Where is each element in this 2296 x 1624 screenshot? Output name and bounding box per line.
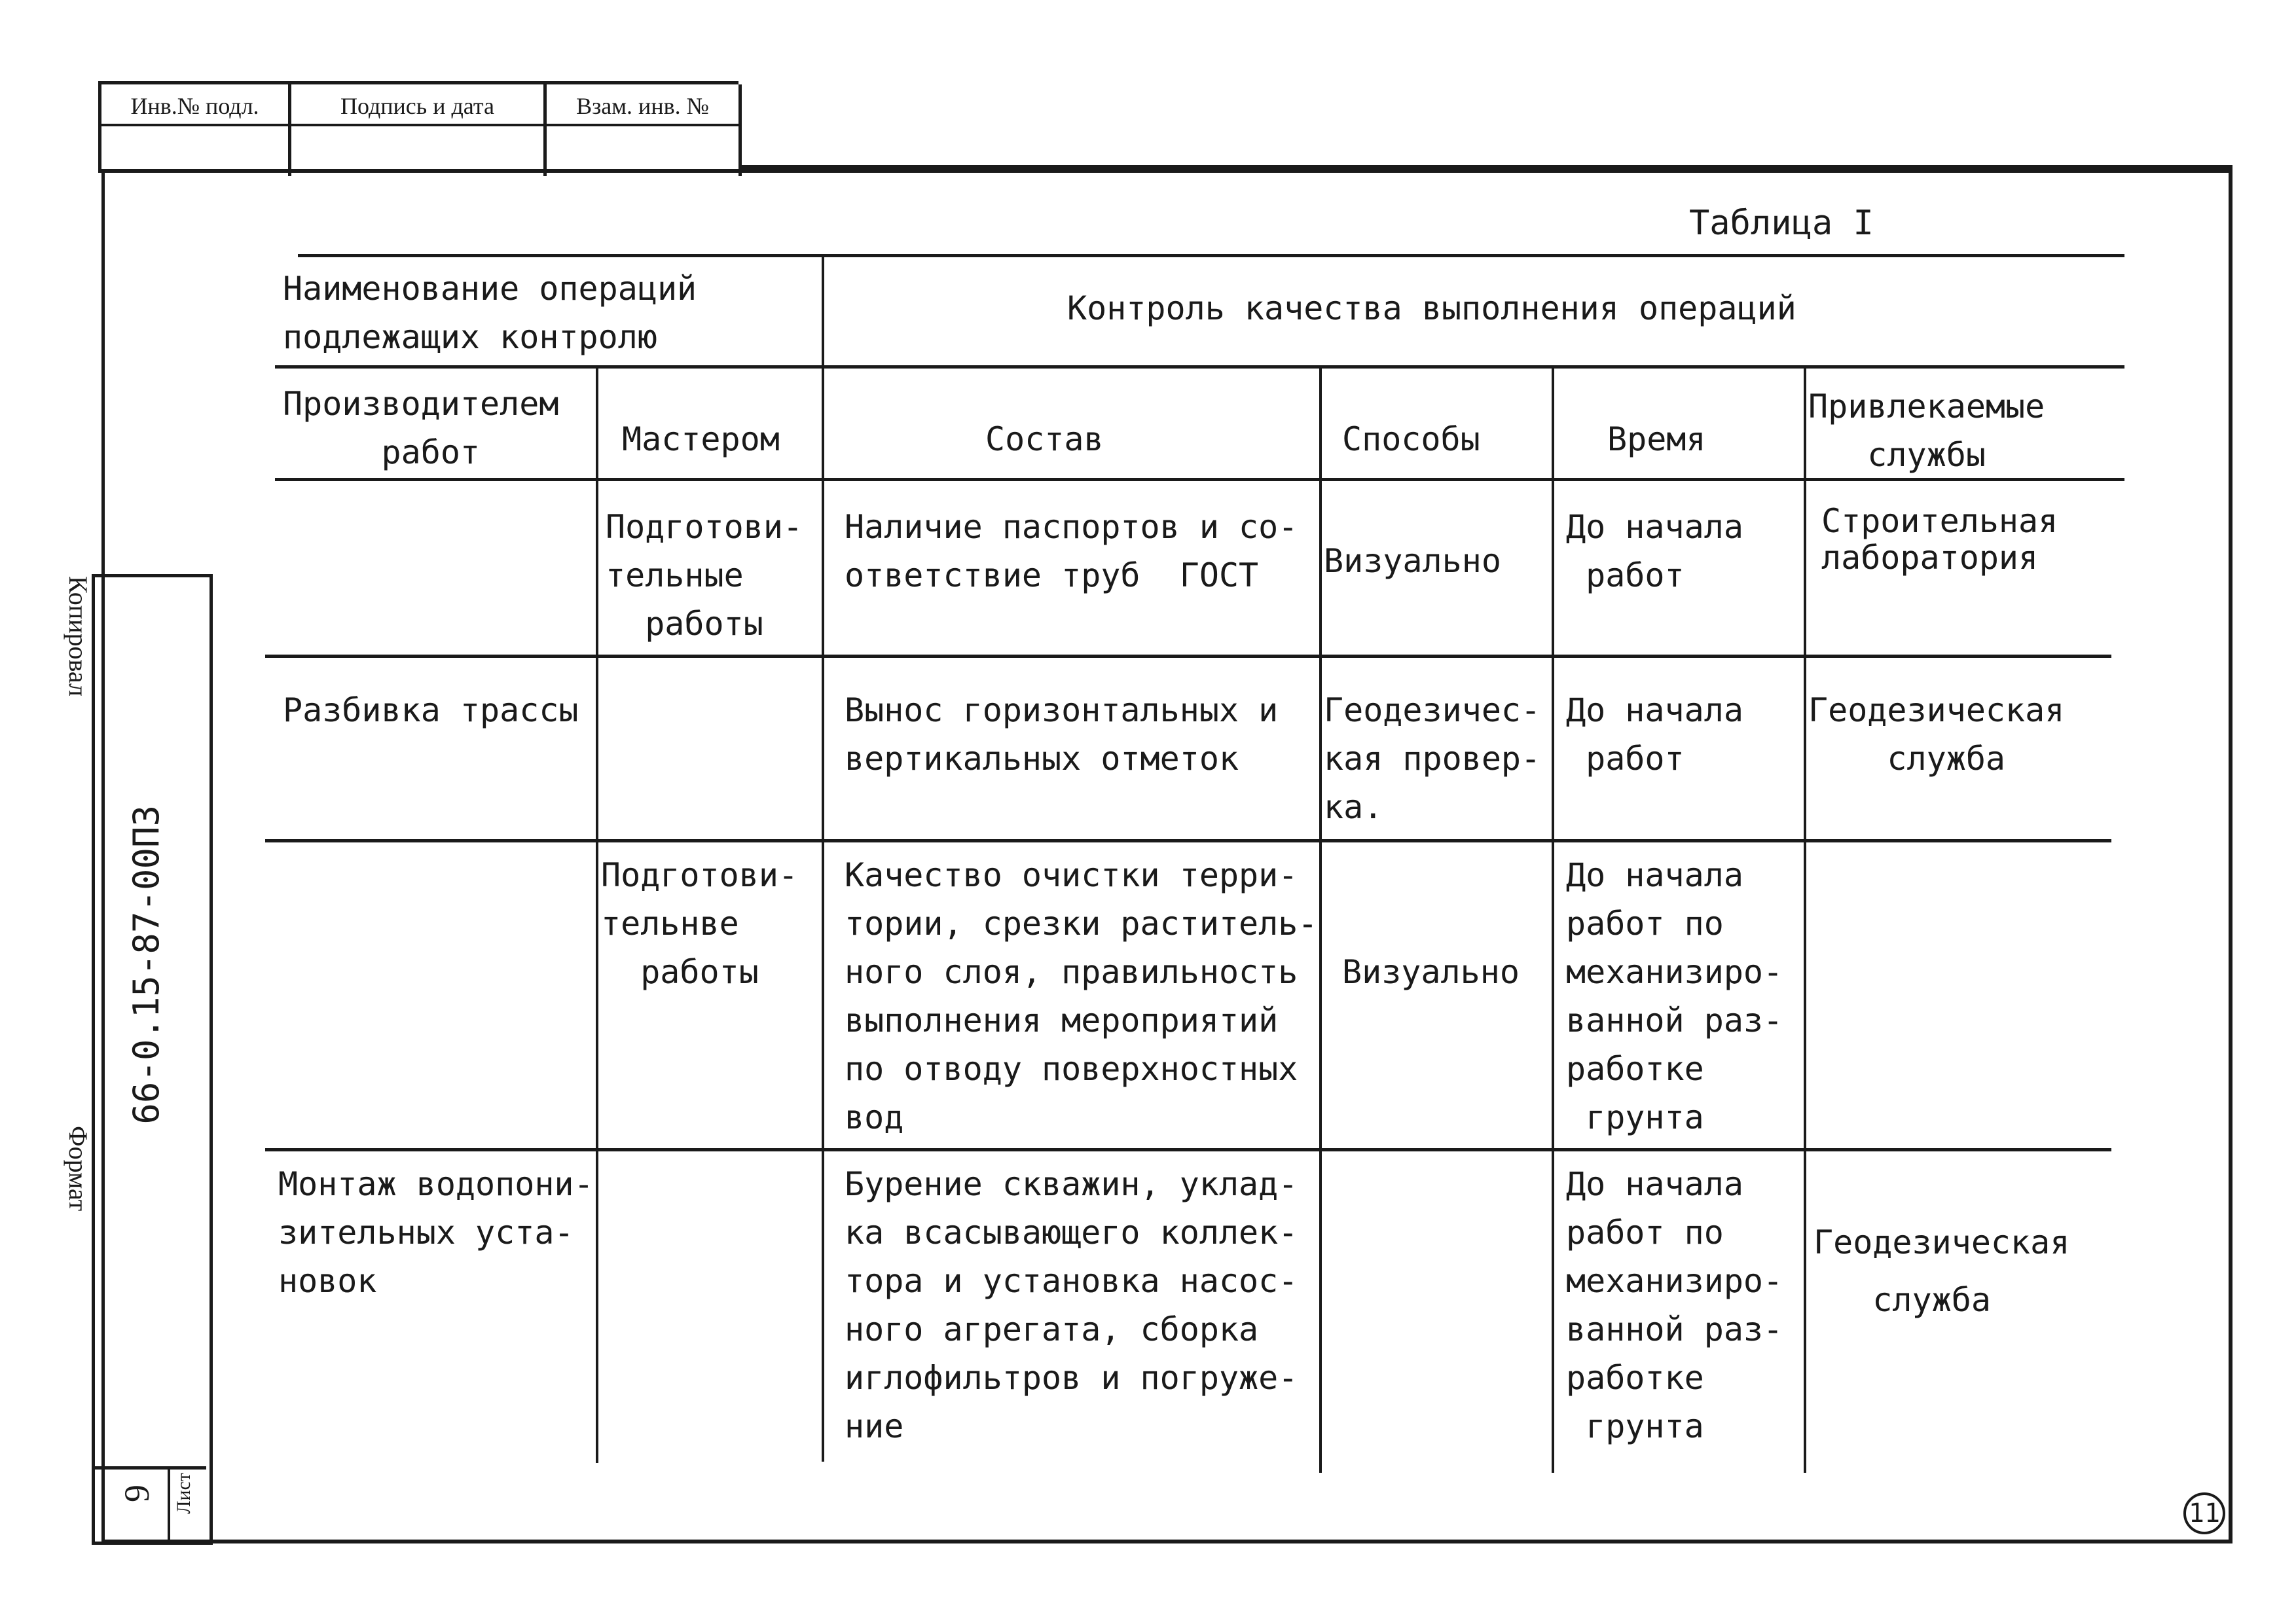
- row4-content: Бурение скважин, уклад- ка всасывающего коллек- тора и установка насос- ного агрегата, сборка иглофильтров и погруже- ние: [845, 1165, 1298, 1445]
- approval-stamp: [98, 81, 738, 173]
- row2-producer: Разбивка трассы: [283, 691, 579, 729]
- frame-top-border: [738, 165, 2232, 171]
- col-divider-master: [596, 367, 598, 1463]
- row1-content: Наличие паспортов и со- ответствие труб ГОСТ: [845, 508, 1298, 594]
- row2-time: До начала работ: [1566, 691, 1743, 778]
- row4-services: Геодезическая служба: [1813, 1223, 2070, 1319]
- header-col-producer: Производителем работ: [283, 385, 559, 471]
- copied-label: Копировал: [64, 576, 93, 696]
- col-divider-methods: [1319, 367, 1322, 1473]
- header-col-content: Состав: [985, 420, 1104, 458]
- row1-methods: Визуально: [1324, 542, 1501, 580]
- sheet-label: Лист: [173, 1473, 194, 1514]
- document-code: 66-0.15-87-00ПЗ: [126, 805, 167, 1125]
- header-operations-group: Наименование операций подлежащих контролю: [283, 270, 697, 356]
- col-divider-time: [1552, 367, 1554, 1473]
- row4-producer: Монтаж водопони- зительных уста- новок: [278, 1165, 594, 1300]
- row1-master: Подготови- тельные работы: [606, 508, 803, 643]
- row-divider-2: [265, 839, 2111, 842]
- stamp-sign-label: Подпись и дата: [291, 88, 543, 126]
- row4-time: До начала работ по механизиро- ванной раз- работке грунта: [1566, 1165, 1783, 1445]
- row3-time: До начала работ по механизиро- ванной раз- работке грунта: [1566, 856, 1783, 1136]
- stamp-vzam-label: Взам. инв. №: [547, 88, 738, 126]
- stamp-vzam-cell: [547, 84, 742, 176]
- row-divider-1: [265, 655, 2111, 658]
- stamp-sign-cell: [291, 84, 547, 176]
- col-divider-services: [1804, 367, 1806, 1473]
- table-top-line: [298, 254, 2124, 257]
- header-col-master: Мастером: [622, 420, 780, 458]
- row-divider-3: [265, 1148, 2111, 1151]
- header-divider: [275, 365, 2124, 369]
- format-label: Формат: [64, 1126, 93, 1212]
- header-col-methods: Способы: [1342, 420, 1480, 458]
- row3-content: Качество очистки терри- тории, срезки раститель- ного слоя, правильность выполнения мероприятий по отводу поверхностных вод: [845, 856, 1318, 1136]
- row2-methods: Геодезичес- кая провер- ка.: [1324, 691, 1541, 826]
- stamp-inv-label: Инв.№ подл.: [101, 88, 288, 126]
- row1-time: До начала работ: [1566, 508, 1743, 594]
- stamp-inv-cell: [101, 84, 291, 176]
- row2-content: Вынос горизонтальных и вертикальных отметок: [845, 691, 1279, 778]
- row2-services: Геодезическая служба: [1808, 691, 2065, 778]
- row3-master: Подготови- тельнве работы: [601, 856, 799, 991]
- sheet-number: 9: [117, 1485, 156, 1502]
- header-control-group: Контроль качества выполнения операций: [1067, 289, 1796, 327]
- col-divider-content: [822, 254, 824, 1462]
- header-col-services: Привлекаемые службы: [1808, 388, 2045, 474]
- row1-services: Строительная лаборатория: [1821, 502, 2058, 577]
- sheet-number-box: [92, 1466, 170, 1545]
- row3-methods: Визуально: [1342, 953, 1520, 991]
- page-number: 11: [2183, 1492, 2225, 1534]
- table-caption: Таблица I: [1689, 204, 1874, 243]
- header-col-time: Время: [1607, 420, 1706, 458]
